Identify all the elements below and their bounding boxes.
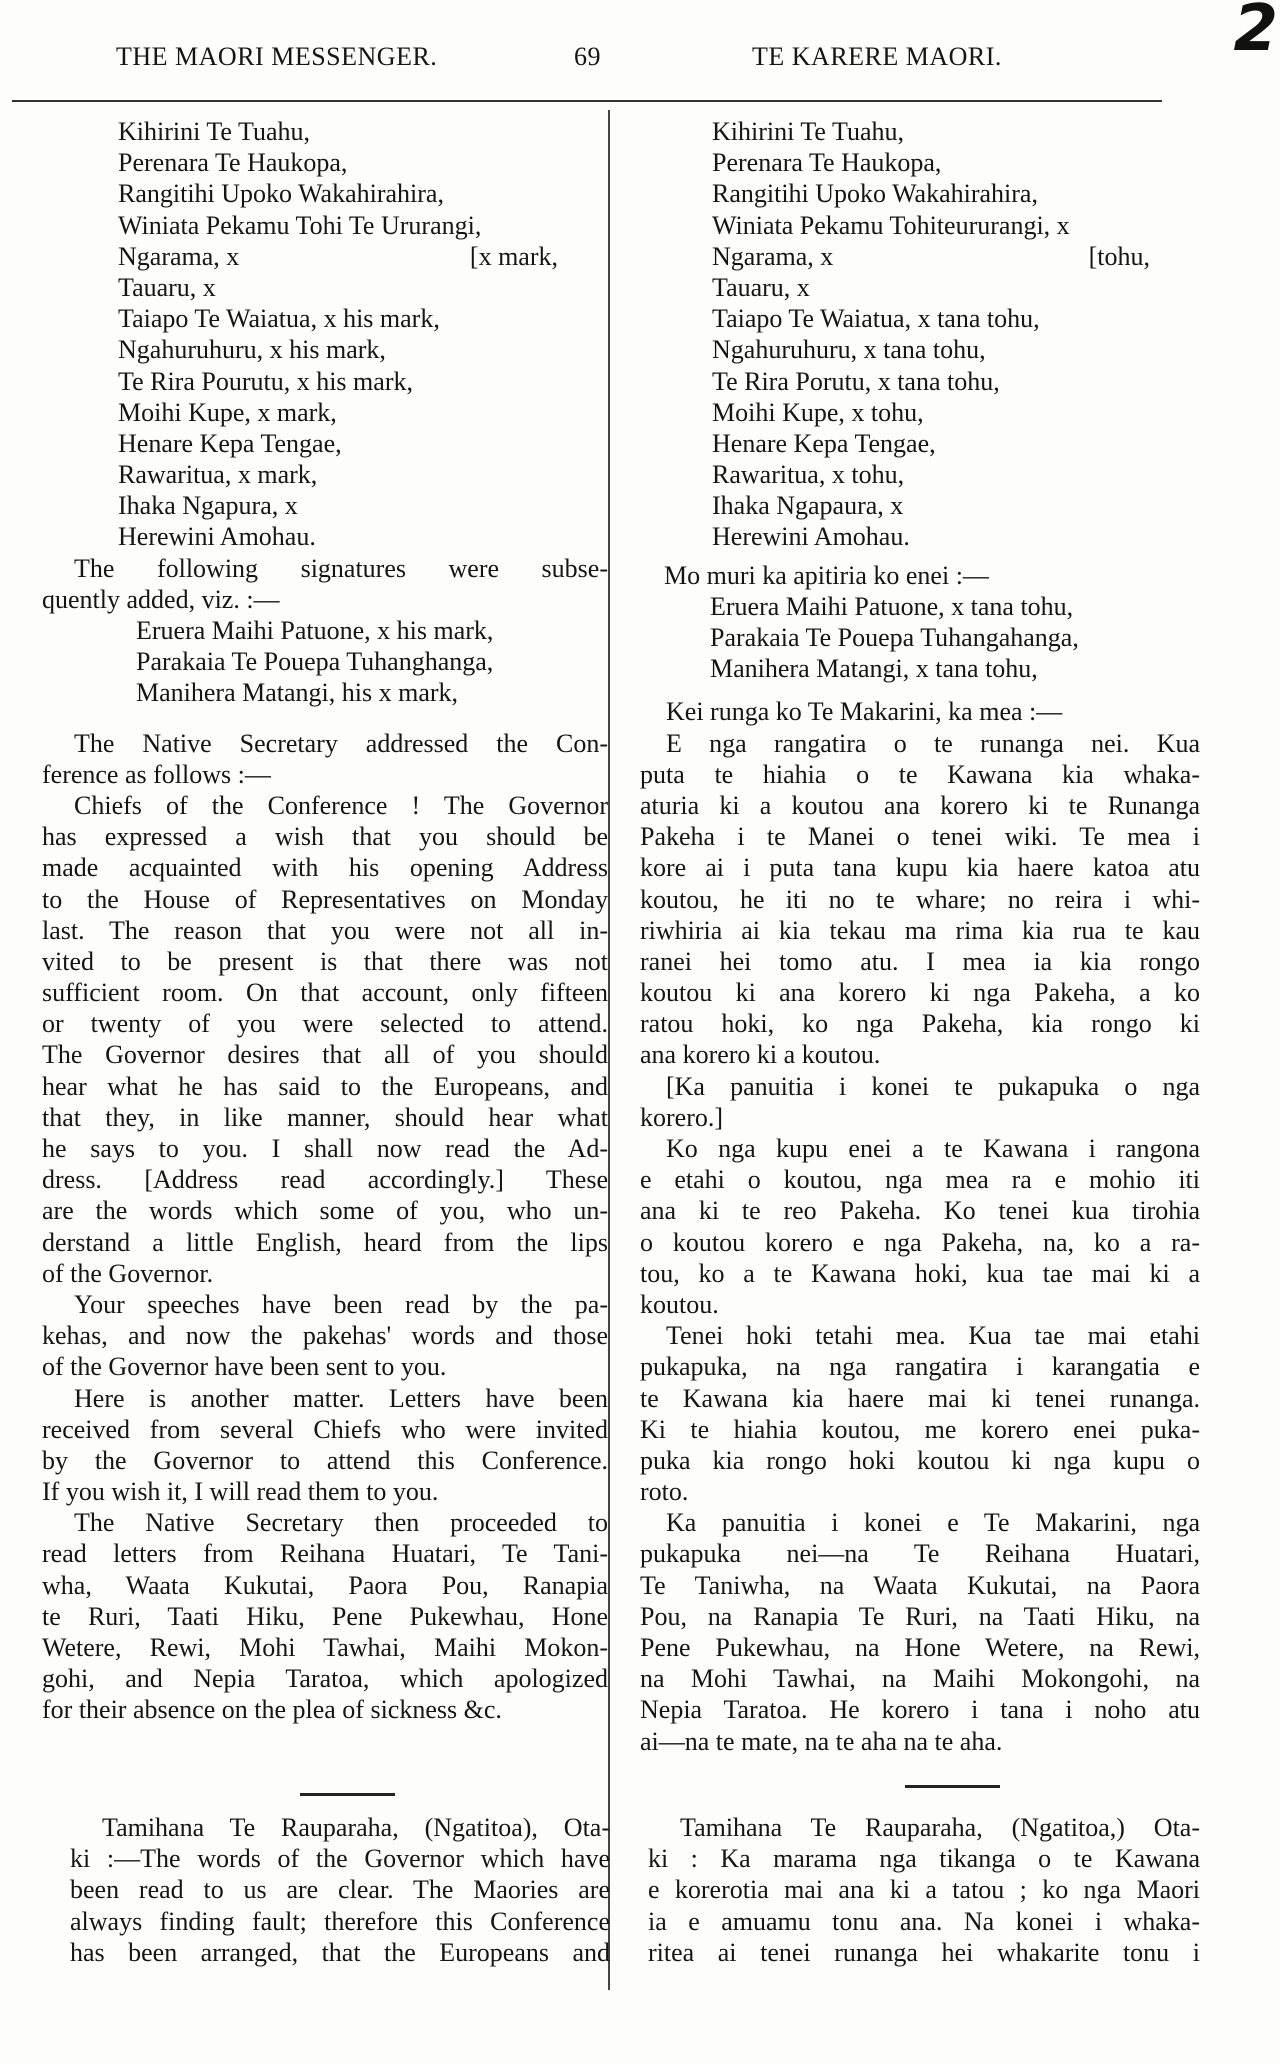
text-line: Perenara Te Haukopa, xyxy=(712,148,942,178)
text-line: Pou, na Ranapia Te Ruri, na Taati Hiku, na xyxy=(640,1601,1200,1631)
text-line: Taiapo Te Waiatua, x his mark, xyxy=(118,304,440,334)
text-line: Ihaka Ngapaura, x xyxy=(712,491,904,521)
text-line: Moihi Kupe, x mark, xyxy=(118,397,337,427)
paragraph xyxy=(42,1289,608,1383)
text-line: koutou. xyxy=(640,1289,719,1319)
text-line: read letters from Reihana Huatari, Te Tani- xyxy=(42,1539,608,1569)
text-line: Winiata Pekamu Tohiteururangi, x xyxy=(712,210,1070,240)
text-line: Pakeha i te Manei o tenei wiki. Te mea i xyxy=(640,822,1200,852)
text-line: has expressed a wish that you should be xyxy=(42,822,608,852)
paragraph xyxy=(640,1507,1200,1757)
text-line: tou, ko a te Kawana hoki, kua tae mai ki a xyxy=(640,1258,1200,1288)
text-line: Mo muri ka apitiria ko enei :— xyxy=(664,560,989,590)
text-line: always finding fault; therefore this Conference xyxy=(70,1906,610,1936)
text-line: koutou ki ana korero ki nga Pakeha, a ko xyxy=(640,978,1200,1008)
text-line: derstand a little English, heard from the lips xyxy=(42,1227,608,1257)
text-line xyxy=(118,241,608,272)
text-line: that they, in like manner, should hear what xyxy=(42,1102,608,1132)
text-line: pukapuka, na nga rangatira i karangatia e xyxy=(640,1352,1200,1382)
text-line: ia e amuamu tonu ana. Na konei i whaka- xyxy=(648,1906,1200,1936)
text-line: puka kia rongo hoki koutou ki nga kupu o xyxy=(640,1445,1200,1475)
text-line: Ka panuitia i konei e Te Makarini, nga xyxy=(666,1508,1200,1538)
text-line: Kei runga ko Te Makarini, ka mea :— xyxy=(666,697,1063,727)
masthead-english: THE MAORI MESSENGER. xyxy=(116,42,438,71)
text-line: for their absence on the plea of sickness &c. xyxy=(42,1695,502,1725)
maori-column xyxy=(640,116,1200,1757)
text-line: E nga rangatira o te runanga nei. Kua xyxy=(666,728,1200,758)
page-number: 69 xyxy=(574,42,601,71)
text-line: he says to you. I shall now read the Ad- xyxy=(42,1134,608,1163)
text-line: Manihera Matangi, x tana tohu, xyxy=(710,654,1038,684)
paragraph xyxy=(640,1071,1200,1133)
text-line: ai—na te mate, na te aha na te aha. xyxy=(640,1726,1003,1756)
text-line: Tauaru, x xyxy=(118,272,216,302)
text-line: Moihi Kupe, x tohu, xyxy=(712,397,924,427)
text-line: na Mohi Tawhai, na Maihi Mokongohi, na xyxy=(640,1664,1200,1694)
text-line: received from several Chiefs who were invited xyxy=(42,1414,608,1444)
text-line: by the Governor to attend this Conference. xyxy=(42,1445,608,1475)
paragraph xyxy=(640,1320,1200,1507)
text-line: Rawaritua, x mark, xyxy=(118,460,318,490)
text-line: Eruera Maihi Patuone, x tana tohu, xyxy=(710,591,1074,621)
text-line: Here is another matter. Letters have been xyxy=(74,1383,608,1413)
text-line: made acquainted with his opening Address xyxy=(42,853,608,883)
text-line: te Ruri, Taati Hiku, Pene Pukewhau, Hone xyxy=(42,1601,608,1631)
paragraph xyxy=(640,1133,1200,1320)
signatures-list xyxy=(640,116,1200,553)
text-line: Eruera Maihi Patuone, x his mark, xyxy=(136,616,494,645)
text-line: Ki te hiahia koutou, me korero enei puka- xyxy=(640,1414,1200,1444)
text-line: Parakaia Te Pouepa Tuhangahanga, xyxy=(710,623,1079,652)
text-line: kore ai i puta tana kupu kia haere katoa atu xyxy=(640,853,1200,883)
header-rule xyxy=(12,100,1162,102)
maori-speech-tamihana xyxy=(648,1812,1200,1968)
text-line: Tenei hoki tetahi mea. Kua tae mai etahi xyxy=(666,1321,1200,1351)
text-line: has been arranged, that the Europeans and xyxy=(70,1937,610,1967)
paragraph xyxy=(640,696,1200,727)
text-line: Rawaritua, x tohu, xyxy=(712,460,905,490)
text-line: are the words which some of you, who un- xyxy=(42,1196,608,1226)
added-signatures-list xyxy=(42,615,608,709)
english-column xyxy=(42,116,608,1726)
text-line: Te Rira Porutu, x tana tohu, xyxy=(712,366,1000,396)
text-line: pukapuka nei—na Te Reihana Huatari, xyxy=(640,1539,1200,1569)
text-line: [Ka panuitia i konei te pukapuka o nga xyxy=(666,1071,1200,1101)
text-line: korero.] xyxy=(640,1102,724,1132)
text-line: ratou hoki, ko nga Pakeha, kia rongo ki xyxy=(640,1009,1200,1039)
text-line: of the Governor. xyxy=(42,1258,214,1288)
text-line: Te Rira Pourutu, x his mark, xyxy=(118,366,413,396)
column-divider xyxy=(608,110,610,1990)
text-line: Your speeches have been read by the pa- xyxy=(74,1289,608,1319)
text-fragment: [tohu, xyxy=(1088,241,1150,271)
text-line: Nepia Taratoa. He korero i tana i noho atu xyxy=(640,1695,1200,1725)
text-line: Manihera Matangi, his x mark, xyxy=(136,678,459,708)
text-line: Ko nga kupu enei a te Kawana i rangona xyxy=(666,1134,1200,1163)
text-line: sufficient room. On that account, only fifteen xyxy=(42,978,608,1008)
text-fragment: [x mark, xyxy=(469,241,558,271)
text-line: ranei hei tomo atu. I mea ia kia rongo xyxy=(640,946,1200,976)
handwritten-corner-mark: 2 xyxy=(1233,0,1278,66)
text-line: riwhiria ai kia tekau ma rima kia rua te kau xyxy=(640,915,1200,945)
text-line: gohi, and Nepia Taratoa, which apologized xyxy=(42,1664,608,1694)
text-line: te Kawana kia haere mai ki tenei runanga. xyxy=(640,1383,1200,1413)
text-line: ritea ai tenei runanga hei whakarite tonu i xyxy=(648,1937,1200,1967)
text-line: Herewini Amohau. xyxy=(118,522,316,552)
text-line: Wetere, Rewi, Mohi Tawhai, Maihi Mokon- xyxy=(42,1633,608,1662)
text-line: been read to us are clear. The Maories are xyxy=(70,1875,610,1905)
text-line: Ihaka Ngapura, x xyxy=(118,491,298,521)
english-speech-tamihana xyxy=(70,1812,610,1968)
paragraph xyxy=(42,728,608,790)
section-separator xyxy=(905,1785,1000,1788)
text-fragment: Ngarama, x xyxy=(712,241,834,271)
paragraph xyxy=(42,1383,608,1508)
subsequent-signatures-note xyxy=(42,553,608,615)
text-line: The following signatures were subse- xyxy=(74,553,608,583)
paragraph xyxy=(648,1812,1200,1968)
text-line: Pene Pukewhau, na Hone Wetere, na Rewi, xyxy=(640,1633,1200,1662)
text-line: ana ki te reo Pakeha. Ko tenei kua tirohia xyxy=(640,1196,1200,1226)
text-line: ference as follows :— xyxy=(42,759,271,789)
text-line: Parakaia Te Pouepa Tuhanghanga, xyxy=(136,647,494,677)
text-line: The Governor desires that all of you should xyxy=(42,1040,608,1070)
text-line: last. The reason that you were not all in- xyxy=(42,915,608,945)
text-line: Winiata Pekamu Tohi Te Ururangi, xyxy=(118,210,482,240)
text-line: Ngahuruhuru, x tana tohu, xyxy=(712,335,986,365)
text-line: Kihirini Te Tuahu, xyxy=(118,117,311,146)
section-separator xyxy=(300,1793,395,1796)
text-line: hear what he has said to the Europeans, and xyxy=(42,1071,608,1101)
text-line: ki :—The words of the Governor which have xyxy=(70,1844,610,1874)
text-line: ki : Ka marama nga tikanga o te Kawana xyxy=(648,1844,1200,1874)
paragraph xyxy=(42,790,608,1289)
text-line: The Native Secretary then proceeded to xyxy=(74,1508,608,1538)
paragraph xyxy=(70,1812,610,1968)
text-line: wha, Waata Kukutai, Paora Pou, Ranapia xyxy=(42,1570,608,1600)
text-line: vited to be present is that there was not xyxy=(42,946,608,976)
masthead-maori: TE KARERE MAORI. xyxy=(752,42,1002,71)
text-line: roto. xyxy=(640,1477,689,1507)
text-line: ana korero ki a koutou. xyxy=(640,1040,881,1070)
text-line: Te Taniwha, na Waata Kukutai, na Paora xyxy=(640,1570,1200,1600)
text-line xyxy=(712,241,1200,272)
text-line: koutou, he iti no te whare; no reira i whi- xyxy=(640,884,1200,914)
paragraph xyxy=(42,1507,608,1725)
text-line: Rangitihi Upoko Wakahirahira, xyxy=(118,179,444,209)
text-line: Ngahuruhuru, x his mark, xyxy=(118,335,386,365)
text-line: kehas, and now the pakehas' words and those xyxy=(42,1321,608,1351)
paragraph xyxy=(640,728,1200,1071)
text-line: Taiapo Te Waiatua, x tana tohu, xyxy=(712,304,1040,334)
text-line: Henare Kepa Tengae, xyxy=(118,428,342,458)
text-line: Chiefs of the Conference ! The Governor xyxy=(74,790,608,820)
text-line: Tauaru, x xyxy=(712,272,810,302)
signatures-list xyxy=(42,116,608,553)
text-line: aturia ki a koutou ana korero ki te Runanga xyxy=(640,790,1200,820)
text-line: puta te hiahia o te Kawana kia whaka- xyxy=(640,759,1200,789)
text-line: Herewini Amohau. xyxy=(712,522,910,552)
text-line: of the Governor have been sent to you. xyxy=(42,1352,447,1382)
text-line: Tamihana Te Rauparaha, (Ngatitoa), Ota- xyxy=(102,1813,610,1842)
text-line: or twenty of you were selected to attend. xyxy=(42,1009,608,1039)
text-line: If you wish it, I will read them to you. xyxy=(42,1477,439,1507)
text-line: The Native Secretary addressed the Con- xyxy=(74,728,608,758)
text-line: Tamihana Te Rauparaha, (Ngatitoa,) Ota- xyxy=(680,1813,1200,1842)
subsequent-signatures-note xyxy=(638,560,1200,591)
text-line: Henare Kepa Tengae, xyxy=(712,428,936,458)
text-line: dress. [Address read accordingly.] These xyxy=(42,1165,608,1195)
text-line: Perenara Te Haukopa, xyxy=(118,148,348,178)
text-line: Rangitihi Upoko Wakahirahira, xyxy=(712,179,1038,209)
text-line: o koutou korero e nga Pakeha, na, ko a ra- xyxy=(640,1227,1200,1257)
text-line: Kihirini Te Tuahu, xyxy=(712,117,905,146)
text-fragment: Ngarama, x xyxy=(118,241,240,271)
text-line: e korerotia mai ana ki a tatou ; ko nga Maori xyxy=(648,1875,1200,1905)
added-signatures-list xyxy=(640,591,1200,685)
text-line: e etahi o koutou, nga mea ra e mohio iti xyxy=(640,1165,1200,1195)
text-line: quently added, viz. :— xyxy=(42,584,280,614)
text-line: to the House of Representatives on Monday xyxy=(42,884,608,914)
